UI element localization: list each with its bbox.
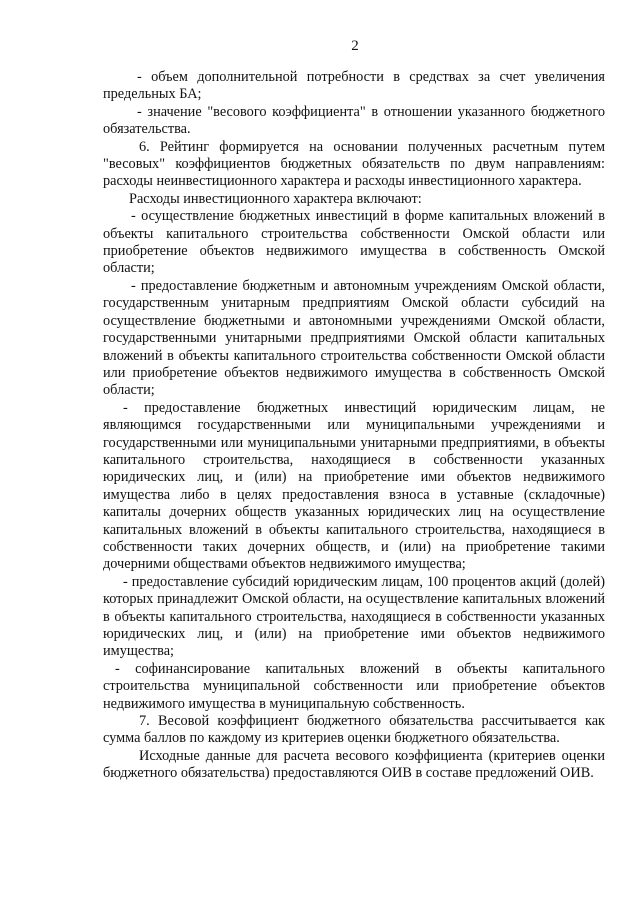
paragraph-investments-legal-entities: - предоставление бюджетных инвестиций юридическим лицам, не являющимся государственными или муниципальными учреждениями и государственными или муниципальными унитарными предприятиями, в объекты капитального строительства, находящиеся в собственности указанных юридических лиц, и (или) на приобретение ими объектов недвижимого имущества либо в целях предоставления взноса в уставные (складочные) капиталы дочерних обществ указанных юридических лиц на осуществление капитальных вложений в объекты капитального строительства, находящиеся в собственности таких дочерних обществ, и (или) на приобретение такими дочерними обществами объектов недвижимого имущества; (103, 399, 605, 573)
paragraph-item-7-weight: 7. Весовой коэффициент бюджетного обязательства рассчитывается как сумма баллов по каждому из критериев оценки бюджетного обязательства. (103, 713, 605, 747)
paragraph-investment-heading: Расходы инвестиционного характера включают: (129, 190, 422, 207)
paragraph-cofinancing: - софинансирование капитальных вложений в объекты капитального строительства муниципальной собственности или приобретение объектов недвижимого имущества в муниципальную собственность. (103, 660, 605, 712)
document-body (103, 69, 605, 783)
paragraph-subsidies-institutions: - предоставление бюджетным и автономным учреждениям Омской области, государственным унитарным предприятиям Омской области субсидий на осуществление бюджетными и автономными учреждениями Омской области, государственными унитарными предприятиями Омской области капитальных вложений в объекты капитального строительства собственности Омской области или приобретение объектов недвижимого имущества в собственность Омской области; (103, 277, 605, 399)
paragraph-additional-need: - объем дополнительной потребности в средствах за счет увеличения предельных БА; (103, 69, 605, 103)
page-number: 2 (351, 38, 359, 54)
paragraph-budget-investments: - осуществление бюджетных инвестиций в форме капитальных вложений в объекты капитального строительства собственности Омской области или приобретение объектов недвижимого имущества в собственность Омской области; (103, 208, 605, 277)
paragraph-item-6-rating: 6. Рейтинг формируется на основании полученных расчетным путем "весовых" коэффициентов бюджетных обязательств по двум направлениям: расходы неинвестиционного характера и расходы инвестиционного характера. (103, 138, 605, 190)
paragraph-subsidies-legal-entities: - предоставление субсидий юридическим лицам, 100 процентов акций (долей) которых принадлежит Омской области, на осуществление капитальных вложений в объекты капитального строительства, находящиеся в собственности указанных юридических лиц, и (или) на приобретение ими объектов недвижимого имущества; (103, 573, 605, 660)
paragraph-source-data: Исходные данные для расчета весового коэффициента (критериев оценки бюджетного обязательства) предоставляются ОИВ в составе предложений ОИВ. (103, 747, 605, 782)
paragraph-weight-value: - значение "весового коэффициента" в отношении указанного бюджетного обязательства. (103, 103, 605, 138)
